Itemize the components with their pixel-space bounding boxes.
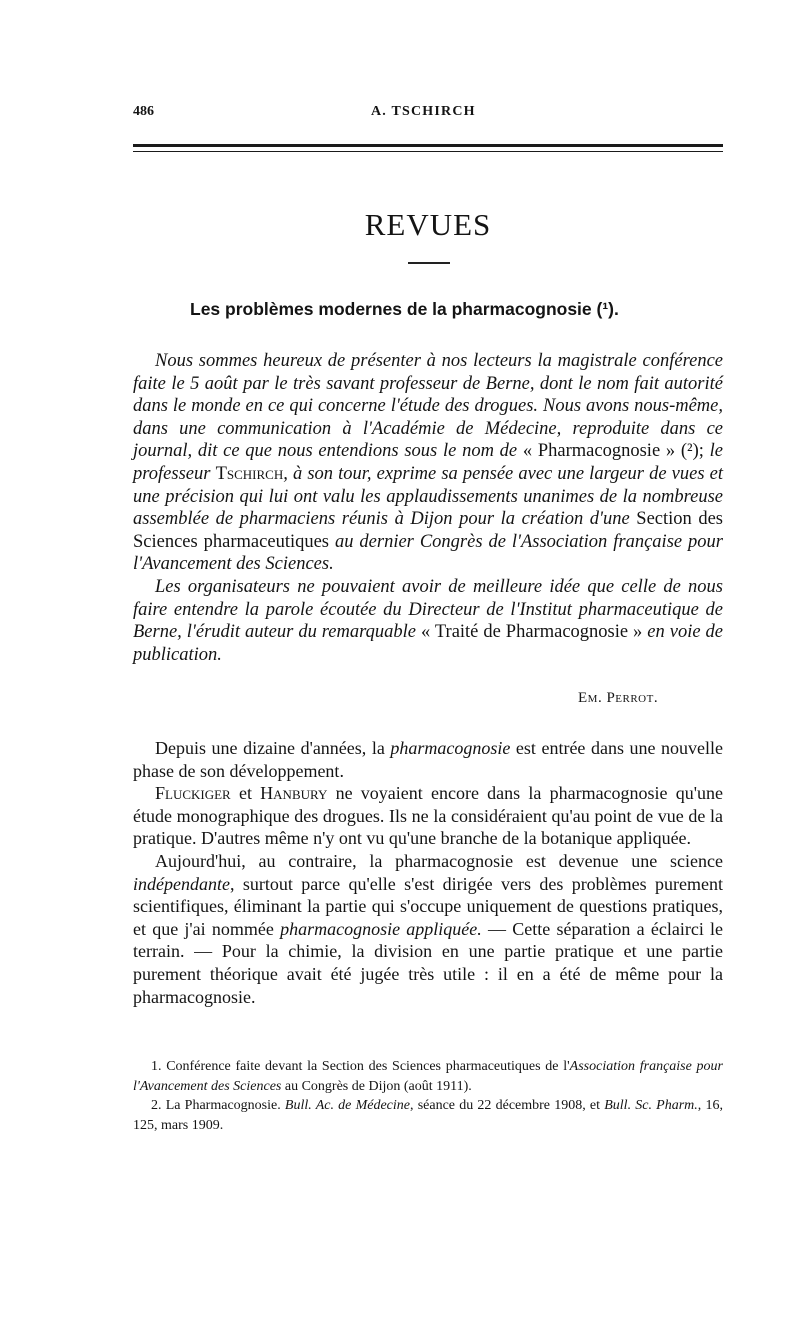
intro-text: Les organisateurs ne pouvaient avoir de meilleure idée que celle de nous faire entendre la parole écoutée du Directeur de l'Institut pharmaceutique de Berne, l'érudit auteur du remarquable <box>133 576 723 643</box>
article-title-text: Les problèmes modernes de la pharmacognosie <box>190 299 592 319</box>
intro-text: au dernier Congrès de l'Association française pour l'Avancement des Sciences. <box>133 531 724 575</box>
footnote-text: au Congrès de Dijon (août 1911). <box>284 1078 472 1094</box>
body-text: Aujourd'hui, au contraire, la pharmacognosie est devenue une science <box>155 850 723 871</box>
intro-text: le professeur <box>133 441 724 484</box>
running-title: A. TSCHIRCH <box>371 104 476 119</box>
author-name: Hanbury <box>260 783 328 804</box>
body-text: est entrée dans une nouvelle phase de son développement. <box>133 738 724 781</box>
intro-text: « Pharmacognosie » (²); <box>522 441 704 462</box>
running-head <box>133 104 723 126</box>
footnote-text: Bull. Ac. de Médecine <box>284 1098 410 1113</box>
page-number: 486 <box>133 104 154 119</box>
header-rule-thin <box>133 151 723 152</box>
body-text: pharmacognosie appliquée. <box>280 918 482 939</box>
header-rule-thick <box>133 144 723 147</box>
signature-text: Em. Perrot. <box>578 690 659 706</box>
body-text: indépendante <box>133 873 230 894</box>
body-text: — Cette séparation a éclairci le terrain. — Pour la chimie, la division en une partie pratique et une partie purement théorique avait été jugée très utile : il en a été de même pour la pharmacognosie. <box>133 918 724 1007</box>
article-title <box>190 299 710 320</box>
section-title: REVUES <box>364 207 492 242</box>
intro-text: « Traité de Pharmacognosie » <box>420 622 643 643</box>
author-name: Tschirch <box>215 463 284 484</box>
body-paragraph <box>133 782 723 850</box>
footnote-text: 1. Conférence faite devant la Section des Sciences pharmaceutiques de l' <box>151 1059 570 1074</box>
intro-text: Section des Sciences pharmaceutiques <box>133 509 723 552</box>
intro-text: , à son tour, exprime sa pensée avec une largeur de vues et une précision qui lui ont valu les applaudissements unanimes de la nombreuse assemblée de pharmaciens réunis à Dijon pour la création d'une <box>133 463 724 530</box>
body-paragraph <box>133 850 723 1008</box>
intro-paragraph <box>133 350 723 576</box>
footnote-text: , 16, 125, mars 1909. <box>133 1098 723 1133</box>
body-text: pharmacognosie <box>390 738 511 758</box>
footnote-2 <box>133 1096 723 1135</box>
editor-introduction <box>133 350 723 666</box>
article-title-note: (¹). <box>596 299 619 319</box>
footnote-text: Bull. Sc. Pharm. <box>604 1098 698 1113</box>
footnote-text: Association française pour l'Avancement des Sciences <box>133 1059 724 1094</box>
intro-paragraph <box>133 576 723 666</box>
body-paragraph <box>133 737 723 782</box>
signature <box>578 690 658 707</box>
body-text: Depuis une dizaine d'années, la <box>155 738 385 758</box>
author-name: Fluckiger <box>155 783 231 804</box>
footnote-text: , séance du 22 décembre 1908, et <box>409 1098 601 1113</box>
intro-text: Nous sommes heureux de présenter à nos lecteurs la magistrale conférence faite le 5 août par le très savant professeur de Berne, dont le nom fait autorité dans le monde en ce qui concerne l'étude des drogues. Nous avons nous-même, dans une communication à l'Académie de Médecine, reproduite dans ce journal, dit ce que nous entendions sous le nom de <box>133 351 723 462</box>
body-text: et <box>238 783 252 804</box>
footnotes <box>133 1057 723 1135</box>
body-text: ne voyaient encore dans la pharmacognosie qu'une étude monographique des drogues. Ils ne la considéraient qu'au point de vue de la pratique. D'autres même n'y ont vu qu'une branche de la botanique appliquée. <box>133 783 723 849</box>
title-divider <box>408 262 450 264</box>
footnote-1 <box>133 1057 723 1096</box>
article-body <box>133 737 723 1008</box>
body-text: , surtout parce qu'elle s'est dirigée vers des problèmes purement scientifiques, éliminant la partie qui s'occupe uniquement de questions pratiques, et que j'ai nommée <box>133 873 723 939</box>
footnote-text: 2. La Pharmacognosie. <box>151 1098 281 1113</box>
intro-text: en voie de publication. <box>133 622 723 665</box>
